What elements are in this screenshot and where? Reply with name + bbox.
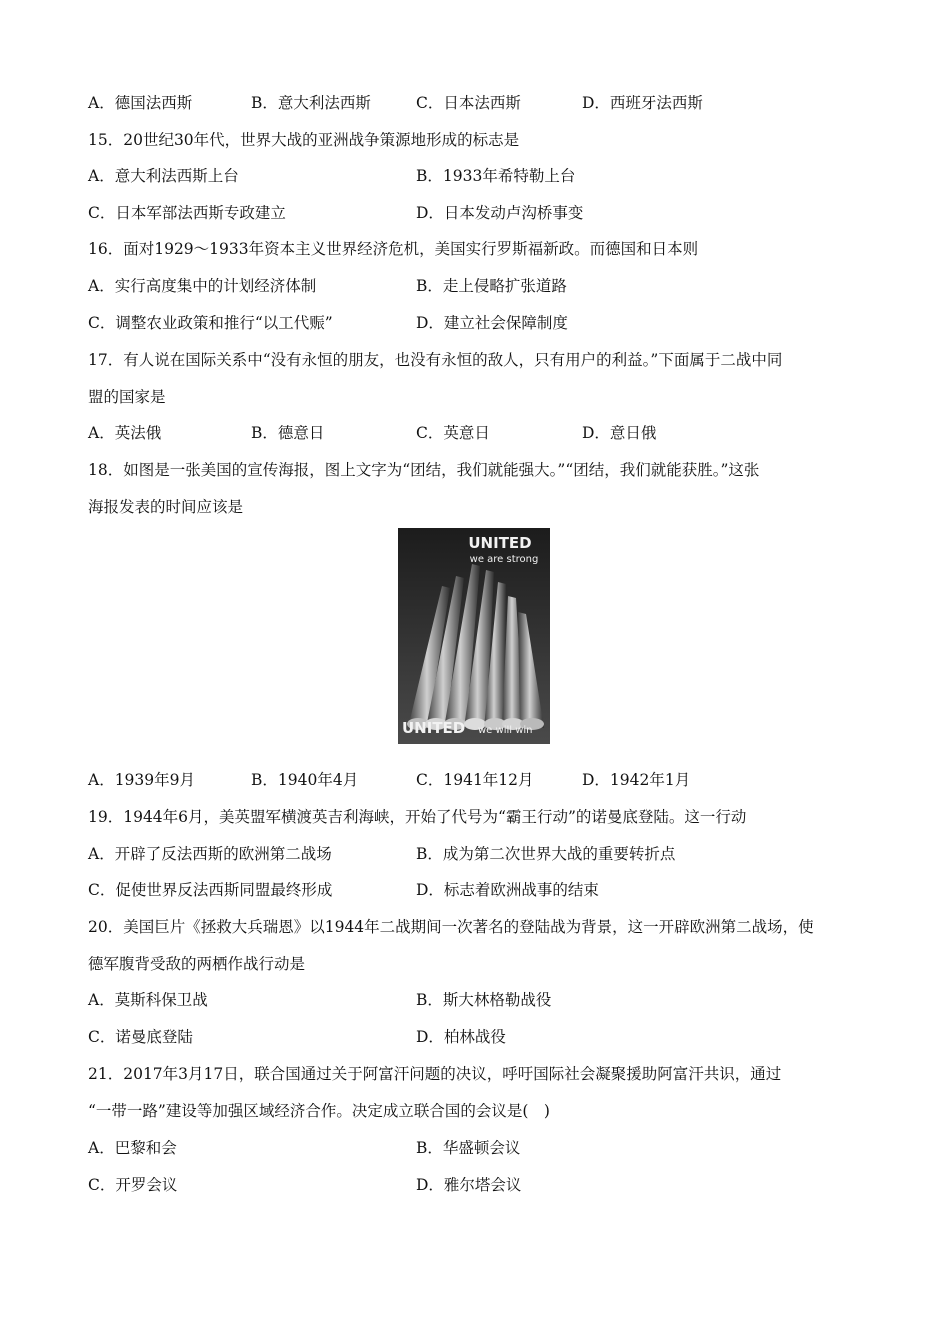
q16-stem: 16．面对1929～1933年资本主义世界经济危机，美国实行罗斯福新政。而德国和日本则	[88, 240, 699, 258]
q17-stem-line1: 17．有人说在国际关系中“没有永恒的朋友，也没有永恒的敌人，只有用户的利益。”下面属于二战中同	[88, 351, 783, 369]
q14-option-b: B．意大利法西斯	[251, 94, 371, 112]
q17-option-b: B．德意日	[251, 424, 325, 442]
q15-option-b: B．1933年希特勒上台	[416, 167, 576, 185]
q16-option-d: D．建立社会保障制度	[416, 314, 568, 332]
q20-option-a: A．莫斯科保卫战	[88, 991, 208, 1009]
q18-option-d: D．1942年1月	[582, 771, 691, 789]
q20-stem-line1: 20．美国巨片《拯救大兵瑞恩》以1944年二战期间一次著名的登陆战为背景，这一开辟欧洲第二战场，使	[88, 918, 814, 936]
q15-option-c: C．日本军部法西斯专政建立	[88, 204, 286, 222]
q16-option-a: A．实行高度集中的计划经济体制	[88, 277, 317, 295]
q20-option-d: D．柏林战役	[416, 1028, 506, 1046]
q17-stem-line2: 盟的国家是	[88, 388, 166, 406]
poster-top-subtitle: we are strong	[469, 554, 539, 565]
q17-option-c: C．英意日	[416, 424, 490, 442]
q14-option-d: D．西班牙法西斯	[582, 94, 703, 112]
poster-bottom-subtitle: we will win	[478, 725, 533, 736]
q18-stem-line2: 海报发表的时间应该是	[88, 498, 244, 516]
q21-option-b: B．华盛顿会议	[416, 1139, 521, 1157]
q20-option-b: B．斯大林格勒战役	[416, 991, 552, 1009]
q18-option-a: A．1939年9月	[88, 771, 196, 789]
q21-option-c: C．开罗会议	[88, 1176, 178, 1194]
q18-option-b: B．1940年4月	[251, 771, 359, 789]
q16-option-c: C．调整农业政策和推行“以工代赈”	[88, 314, 333, 332]
q14-option-c: C．日本法西斯	[416, 94, 521, 112]
q19-option-b: B．成为第二次世界大战的重要转折点	[416, 845, 676, 863]
q21-option-d: D．雅尔塔会议	[416, 1176, 522, 1194]
q21-stem-line2: “一带一路”建设等加强区域经济合作。决定成立联合国的会议是( )	[88, 1102, 550, 1120]
q20-option-c: C．诺曼底登陆	[88, 1028, 193, 1046]
q19-option-a: A．开辟了反法西斯的欧洲第二战场	[88, 845, 332, 863]
q19-option-c: C．促使世界反法西斯同盟最终形成	[88, 881, 333, 899]
q19-option-d: D．标志着欧洲战事的结束	[416, 881, 599, 899]
q18-option-c: C．1941年12月	[416, 771, 534, 789]
q21-stem-line1: 21．2017年3月17日，联合国通过关于阿富汗问题的决议，呼吁国际社会凝聚援助阿富汗共识，通过	[88, 1065, 782, 1083]
q19-stem: 19．1944年6月，美英盟军横渡英吉利海峡，开始了代号为“霸王行动”的诺曼底登陆。这一行动	[88, 808, 747, 826]
q20-stem-line2: 德军腹背受敌的两栖作战行动是	[88, 955, 306, 973]
q15-option-a: A．意大利法西斯上台	[88, 167, 239, 185]
q15-stem: 15．20世纪30年代，世界大战的亚洲战争策源地形成的标志是	[88, 131, 520, 149]
poster-top-title: UNITED	[468, 534, 532, 552]
q17-option-a: A．英法俄	[88, 424, 162, 442]
q21-option-a: A．巴黎和会	[88, 1139, 177, 1157]
q17-option-d: D．意日俄	[582, 424, 657, 442]
poster-bottom-title: UNITED	[402, 719, 466, 737]
q16-option-b: B．走上侵略扩张道路	[416, 277, 567, 295]
united-propaganda-poster	[398, 528, 550, 744]
q15-option-d: D．日本发动卢沟桥事变	[416, 204, 584, 222]
q18-stem-line1: 18．如图是一张美国的宣传海报，图上文字为“团结，我们就能强大。”“团结，我们就能获胜。”这张	[88, 461, 760, 479]
q14-option-a: A．德国法西斯	[88, 94, 193, 112]
